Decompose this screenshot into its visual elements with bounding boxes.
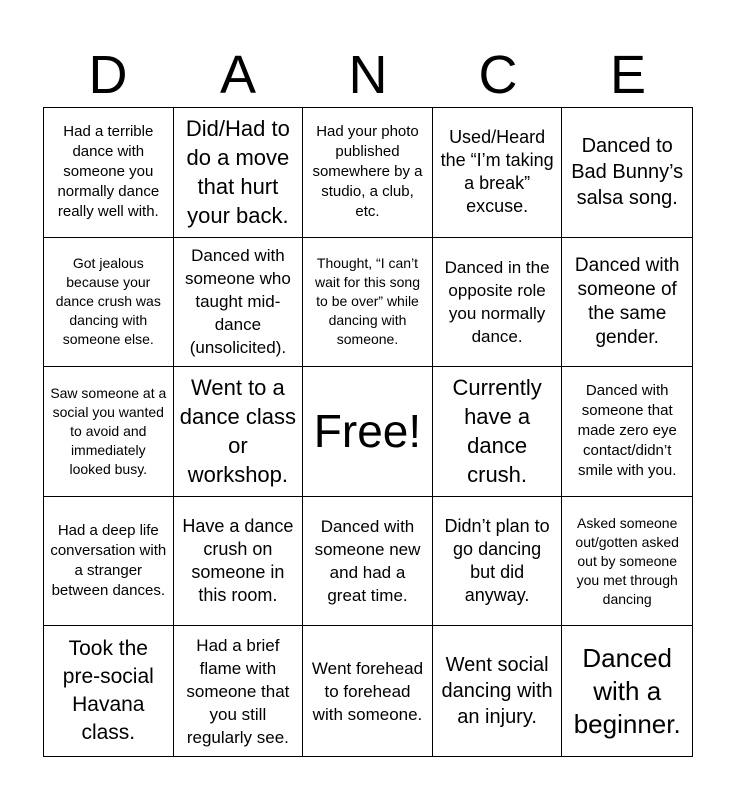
bingo-cell[interactable] bbox=[44, 108, 174, 238]
header-letter-e: E bbox=[609, 45, 647, 105]
cell-text: Had your photo published somewhere by a studio, a club, etc. bbox=[312, 123, 423, 221]
bingo-cell[interactable] bbox=[174, 626, 304, 756]
bingo-cell[interactable] bbox=[44, 238, 174, 368]
header-letter-a: A bbox=[219, 45, 257, 105]
bingo-header bbox=[43, 44, 693, 106]
bingo-cell[interactable] bbox=[303, 108, 433, 238]
cell-text: Got jealous because your dance crush was dancing with someone else. bbox=[55, 255, 161, 348]
cell-text: Went to a dance class or workshop. bbox=[179, 375, 296, 488]
cell-text: Went forehead to forehead with someone. bbox=[311, 658, 424, 724]
cell-text: Danced in the opposite role you normally dance. bbox=[444, 257, 550, 346]
cell-text: Saw someone at a social you wanted to avoid and immediately looked busy. bbox=[50, 384, 167, 477]
bingo-cell[interactable] bbox=[303, 626, 433, 756]
bingo-cell[interactable] bbox=[174, 497, 304, 627]
cell-text: Have a dance crush on someone in this room. bbox=[182, 516, 294, 606]
cell-text: Danced with someone new and had a great time. bbox=[314, 517, 421, 606]
cell-text: Asked someone out/gotten asked out by someone you met through dancing bbox=[575, 514, 679, 607]
cell-text: Didn’t plan to go dancing but did anyway. bbox=[444, 516, 550, 606]
bingo-cell[interactable] bbox=[562, 367, 692, 497]
cell-text: Went social dancing with an injury. bbox=[441, 654, 553, 729]
bingo-cell[interactable] bbox=[562, 108, 692, 238]
bingo-cell[interactable] bbox=[562, 497, 692, 627]
cell-text: Had a terrible dance with someone you normally dance really well with. bbox=[57, 123, 160, 221]
cell-text: Took the pre-social Havana class. bbox=[62, 637, 154, 745]
bingo-grid bbox=[43, 107, 693, 757]
header-letter-c: C bbox=[478, 45, 518, 105]
bingo-cell[interactable] bbox=[303, 238, 433, 368]
cell-text: Danced with a beginner. bbox=[573, 642, 681, 739]
cell-text: Had a brief flame with someone that you still regularly see. bbox=[186, 635, 290, 747]
bingo-cell[interactable] bbox=[174, 108, 304, 238]
free-space-cell[interactable] bbox=[303, 367, 433, 497]
bingo-cell[interactable] bbox=[174, 367, 304, 497]
cell-text: Did/Had to do a move that hurt your back. bbox=[185, 116, 290, 229]
bingo-cell[interactable] bbox=[44, 497, 174, 627]
header-letter-n: N bbox=[348, 45, 388, 105]
bingo-cell[interactable] bbox=[433, 238, 563, 368]
cell-text: Danced with someone that made zero eye contact/didn’t smile with you. bbox=[577, 382, 677, 480]
cell-text: Had a deep life conversation with a stranger between dances. bbox=[50, 522, 167, 600]
bingo-cell[interactable] bbox=[433, 626, 563, 756]
bingo-cell[interactable] bbox=[433, 108, 563, 238]
bingo-cell[interactable] bbox=[44, 626, 174, 756]
cell-text: Used/Heard the “I’m taking a break” excuse. bbox=[440, 127, 554, 217]
bingo-cell[interactable] bbox=[433, 497, 563, 627]
cell-text: Danced with someone of the same gender. bbox=[574, 254, 680, 348]
bingo-cell[interactable] bbox=[303, 497, 433, 627]
cell-text: Danced to Bad Bunny’s salsa song. bbox=[571, 135, 684, 210]
bingo-cell[interactable] bbox=[44, 367, 174, 497]
cell-text: Currently have a dance crush. bbox=[452, 375, 542, 488]
bingo-cell[interactable] bbox=[562, 626, 692, 756]
bingo-cell[interactable] bbox=[433, 367, 563, 497]
cell-text: Thought, “I can’t wait for this song to be over” while dancing with someone. bbox=[314, 255, 421, 348]
bingo-cell[interactable] bbox=[562, 238, 692, 368]
header-letter-d: D bbox=[88, 45, 128, 105]
free-space-label: Free! bbox=[313, 405, 422, 458]
cell-text: Danced with someone who taught mid-dance (unsolicited). bbox=[184, 246, 291, 358]
bingo-cell[interactable] bbox=[174, 238, 304, 368]
